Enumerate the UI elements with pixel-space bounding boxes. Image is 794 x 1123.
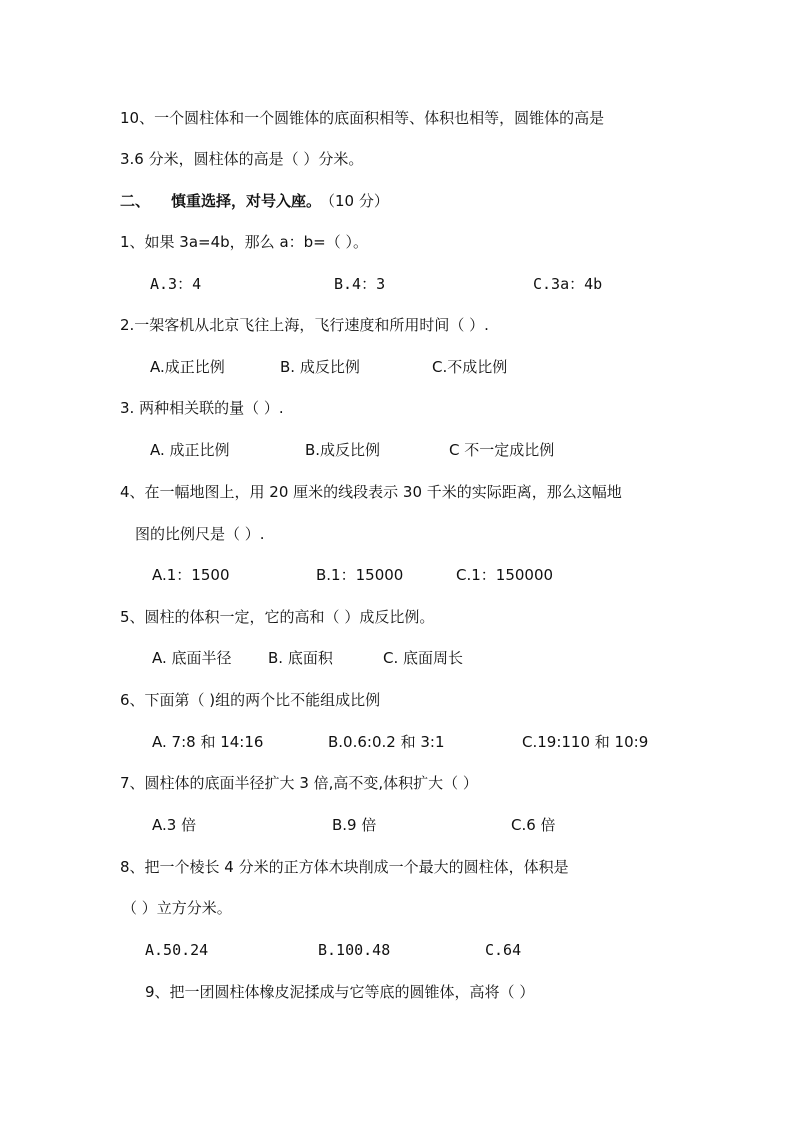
question-1-option-a: A.3：4 [150, 275, 202, 293]
question-9-stem: 9、把一团圆柱体橡皮泥揉成与它等底的圆锥体，高将（ ） [145, 983, 535, 1001]
question-2-stem: 2.一架客机从北京飞往上海，飞行速度和所用时间（ ）. [120, 316, 489, 334]
question-5-option-a: A. 底面半径 [152, 649, 232, 667]
question-3-option-a: A. 成正比例 [150, 441, 230, 459]
question-5-option-c: C. 底面周长 [383, 649, 464, 667]
question-5-stem: 5、圆柱的体积一定，它的高和（ ）成反比例。 [120, 608, 435, 626]
q10-line-1: 10、一个圆柱体和一个圆锥体的底面积相等、体积也相等，圆锥体的高是 [120, 109, 605, 127]
question-4-stem-line-2: 图的比例尺是（ ）. [135, 525, 265, 543]
section-title: 慎重选择，对号入座。 [171, 192, 322, 210]
question-5-option-b: B. 底面积 [268, 649, 333, 667]
section-score: （10 分） [320, 192, 389, 210]
question-2-option-b: B. 成反比例 [280, 358, 360, 376]
question-1-option-b: B.4：3 [334, 275, 386, 293]
question-6-option-c: C.19:110 和 10:9 [522, 733, 649, 751]
question-4-option-a: A.1：1500 [152, 566, 230, 584]
question-3-option-b: B.成反比例 [305, 441, 381, 459]
question-1-stem: 1、如果 3a=4b，那么 a：b=（ ）。 [120, 233, 368, 251]
section-number: 二、 [120, 192, 151, 210]
question-7-option-b: B.9 倍 [332, 816, 377, 834]
question-4-stem-line-1: 4、在一幅地图上，用 20 厘米的线段表示 30 千米的实际距离，那么这幅地 [120, 483, 622, 501]
question-6-option-a: A. 7:8 和 14:16 [152, 733, 264, 751]
question-3-stem: 3. 两种相关联的量（ ）. [120, 399, 284, 417]
question-8-option-b: B.100.48 [318, 941, 391, 959]
question-3-option-c: C 不一定成比例 [449, 441, 555, 459]
question-4-option-c: C.1：150000 [456, 566, 554, 584]
question-8-option-c: C.64 [485, 941, 522, 959]
question-8-stem-line-2: （ ）立方分米。 [122, 899, 232, 917]
question-2-option-a: A.成正比例 [150, 358, 225, 376]
q10-line-2: 3.6 分米，圆柱体的高是（ ）分米。 [120, 150, 364, 168]
question-6-option-b: B.0.6:0.2 和 3:1 [328, 733, 445, 751]
question-7-option-a: A.3 倍 [152, 816, 197, 834]
question-2-option-c: C.不成比例 [432, 358, 508, 376]
question-1-option-c: C.3a：4b [533, 275, 603, 293]
question-8-option-a: A.50.24 [145, 941, 209, 959]
question-4-option-b: B.1：15000 [316, 566, 404, 584]
question-7-option-c: C.6 倍 [511, 816, 556, 834]
question-8-stem-line-1: 8、把一个棱长 4 分米的正方体木块削成一个最大的圆柱体，体积是 [120, 858, 569, 876]
question-7-stem: 7、圆柱体的底面半径扩大 3 倍,高不变,体积扩大（ ） [120, 774, 478, 792]
question-6-stem: 6、下面第（ )组的两个比不能组成比例 [120, 691, 381, 709]
